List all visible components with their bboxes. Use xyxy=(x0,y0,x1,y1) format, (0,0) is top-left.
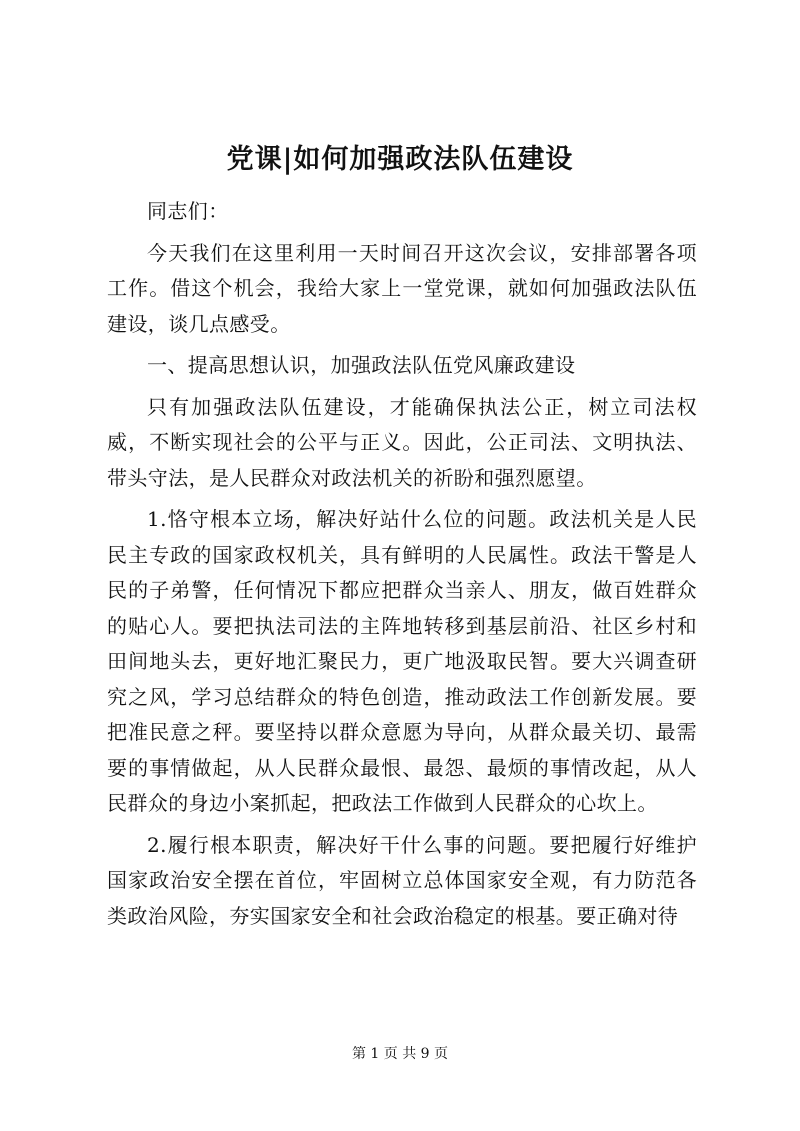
section-paragraph: 只有加强政法队伍建设，才能确保执法公正，树立司法权威，不断实现社会的公平与正义。因此，公正司法、文明执法、带头守法，是人民群众对政法机关的祈盼和强烈愿望。 xyxy=(107,394,697,490)
point-1-paragraph: 1.恪守根本立场，解决好站什么位的问题。政法机关是人民民主专政的国家政权机关，具有鲜明的人民属性。政法干警是人民的子弟警，任何情况下都应把群众当亲人、朋友，做百姓群众的贴心人。要把执法司法的主阵地转移到基层前沿、社区乡村和田间地头去，更好地汇聚民力，更广地汲取民智。要大兴调查研究之风，学习总结群众的特色创造，推动政法工作创新发展。要把准民意之秤。要坚持以群众意愿为导向，从群众最关切、最需要的事情做起，从人民群众最恨、最怨、最烦的事情改起，从人民群众的身边小案抓起，把政法工作做到人民群众的心坎上。 xyxy=(107,507,697,815)
document-title: 党课|如何加强政法队伍建设 xyxy=(226,144,574,175)
document-body xyxy=(107,194,697,940)
page-number-footer: 第 1 页 共 9 页 xyxy=(351,1046,449,1062)
point-2-paragraph: 2.履行根本职责，解决好干什么事的问题。要把履行好维护国家政治安全摆在首位，牢固树立总体国家安全观，有力防范各类政治风险，夯实国家安全和社会政治稳定的根基。要正确对待 xyxy=(107,832,697,928)
section-heading: 一、提高思想认识，加强政法队伍党风廉政建设 xyxy=(147,353,576,377)
salutation-paragraph: 同志们： xyxy=(147,199,229,223)
intro-paragraph: 今天我们在这里利用一天时间召开这次会议，安排部署各项工作。借这个机会，我给大家上一堂党课，就如何加强政法队伍建设，谈几点感受。 xyxy=(107,240,697,336)
